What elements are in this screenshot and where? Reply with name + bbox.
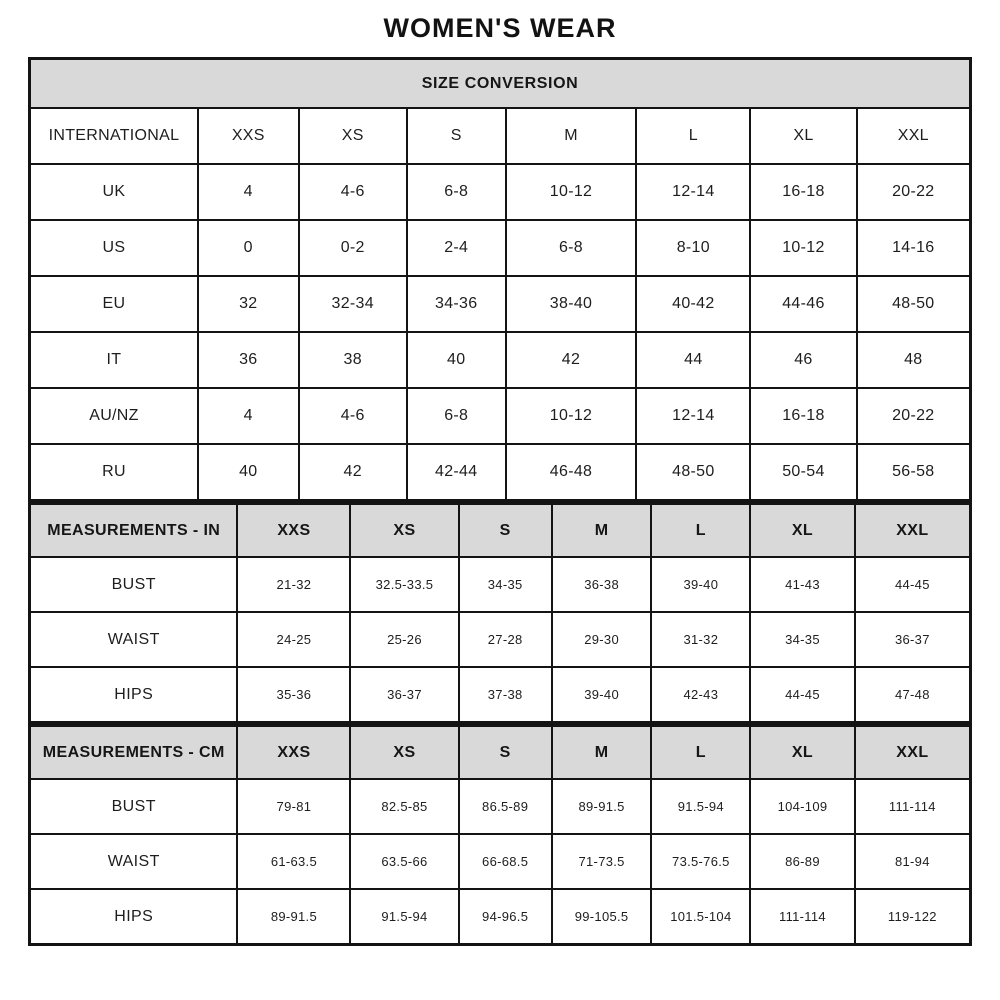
size-value-cell: 10-12 bbox=[506, 388, 637, 444]
size-column-header-xl: XL bbox=[750, 504, 854, 558]
region-label-uk: UK bbox=[30, 164, 198, 220]
size-value-cell: 4-6 bbox=[299, 164, 407, 220]
size-column-header-s: S bbox=[459, 504, 552, 558]
measurement-value-cell: 81-94 bbox=[855, 834, 971, 889]
measurement-value-cell: 42-43 bbox=[651, 667, 750, 723]
region-label-it: IT bbox=[30, 332, 198, 388]
table-row bbox=[30, 220, 971, 276]
measurement-value-cell: 94-96.5 bbox=[459, 889, 552, 945]
measurement-value-cell: 111-114 bbox=[855, 779, 971, 834]
measurement-value-cell: 37-38 bbox=[459, 667, 552, 723]
measurement-value-cell: 91.5-94 bbox=[350, 889, 458, 945]
measurement-value-cell: 27-28 bbox=[459, 612, 552, 667]
measurement-value-cell: 82.5-85 bbox=[350, 779, 458, 834]
measurement-value-cell: 44-45 bbox=[750, 667, 854, 723]
measurement-value-cell: 24-25 bbox=[237, 612, 350, 667]
table-row bbox=[30, 276, 971, 332]
region-label-ru: RU bbox=[30, 444, 198, 501]
size-value-cell: 0-2 bbox=[299, 220, 407, 276]
size-value-cell: 14-16 bbox=[857, 220, 971, 276]
size-value-cell: 40 bbox=[407, 332, 506, 388]
size-column-header-xxs: XXS bbox=[237, 726, 350, 780]
measurements-cm-header: MEASUREMENTS - CM bbox=[30, 726, 238, 780]
size-value-cell: 16-18 bbox=[750, 388, 856, 444]
size-value-cell: 20-22 bbox=[857, 164, 971, 220]
table-row bbox=[30, 504, 971, 558]
size-value-cell: 56-58 bbox=[857, 444, 971, 501]
measurements-cm-table bbox=[28, 724, 972, 946]
size-value-cell: 40 bbox=[198, 444, 299, 501]
measurement-value-cell: 41-43 bbox=[750, 557, 854, 612]
size-value-cell: 4 bbox=[198, 164, 299, 220]
measurement-label-bust: BUST bbox=[30, 779, 238, 834]
column-header-m: M bbox=[506, 108, 637, 164]
size-value-cell: 48-50 bbox=[636, 444, 750, 501]
table-row bbox=[30, 667, 971, 723]
size-column-header-m: M bbox=[552, 726, 652, 780]
size-value-cell: 48-50 bbox=[857, 276, 971, 332]
measurement-value-cell: 32.5-33.5 bbox=[350, 557, 458, 612]
region-label-aunz: AU/NZ bbox=[30, 388, 198, 444]
size-column-header-s: S bbox=[459, 726, 552, 780]
size-value-cell: 4 bbox=[198, 388, 299, 444]
measurements-in-header: MEASUREMENTS - IN bbox=[30, 504, 238, 558]
measurement-value-cell: 61-63.5 bbox=[237, 834, 350, 889]
size-column-header-m: M bbox=[552, 504, 652, 558]
size-value-cell: 6-8 bbox=[506, 220, 637, 276]
size-column-header-l: L bbox=[651, 504, 750, 558]
measurement-value-cell: 111-114 bbox=[750, 889, 854, 945]
measurement-value-cell: 101.5-104 bbox=[651, 889, 750, 945]
size-column-header-xs: XS bbox=[350, 726, 458, 780]
measurement-value-cell: 21-32 bbox=[237, 557, 350, 612]
measurement-value-cell: 86-89 bbox=[750, 834, 854, 889]
size-conversion-table bbox=[28, 57, 972, 502]
measurement-value-cell: 63.5-66 bbox=[350, 834, 458, 889]
table-row bbox=[30, 889, 971, 945]
size-value-cell: 44 bbox=[636, 332, 750, 388]
table-row bbox=[30, 59, 971, 109]
table-row bbox=[30, 779, 971, 834]
measurement-value-cell: 119-122 bbox=[855, 889, 971, 945]
measurement-label-waist: WAIST bbox=[30, 612, 238, 667]
column-header-l: L bbox=[636, 108, 750, 164]
measurement-value-cell: 66-68.5 bbox=[459, 834, 552, 889]
measurements-in-table bbox=[28, 502, 972, 724]
size-value-cell: 2-4 bbox=[407, 220, 506, 276]
measurement-label-waist: WAIST bbox=[30, 834, 238, 889]
measurement-value-cell: 99-105.5 bbox=[552, 889, 652, 945]
measurement-value-cell: 47-48 bbox=[855, 667, 971, 723]
measurement-value-cell: 25-26 bbox=[350, 612, 458, 667]
size-column-header-xxs: XXS bbox=[237, 504, 350, 558]
measurement-value-cell: 71-73.5 bbox=[552, 834, 652, 889]
size-value-cell: 42 bbox=[299, 444, 407, 501]
measurement-value-cell: 34-35 bbox=[459, 557, 552, 612]
table-row bbox=[30, 332, 971, 388]
size-value-cell: 6-8 bbox=[407, 388, 506, 444]
measurement-value-cell: 35-36 bbox=[237, 667, 350, 723]
measurement-value-cell: 44-45 bbox=[855, 557, 971, 612]
column-header-xxs: XXS bbox=[198, 108, 299, 164]
size-value-cell: 38-40 bbox=[506, 276, 637, 332]
column-header-s: S bbox=[407, 108, 506, 164]
column-header-xl: XL bbox=[750, 108, 856, 164]
size-value-cell: 12-14 bbox=[636, 388, 750, 444]
measurement-label-bust: BUST bbox=[30, 557, 238, 612]
page-title: WOMEN'S WEAR bbox=[383, 13, 617, 43]
measurement-value-cell: 34-35 bbox=[750, 612, 854, 667]
size-value-cell: 38 bbox=[299, 332, 407, 388]
measurement-value-cell: 36-38 bbox=[552, 557, 652, 612]
measurement-value-cell: 104-109 bbox=[750, 779, 854, 834]
region-label-us: US bbox=[30, 220, 198, 276]
measurement-label-hips: HIPS bbox=[30, 889, 238, 945]
size-value-cell: 4-6 bbox=[299, 388, 407, 444]
size-column-header-xs: XS bbox=[350, 504, 458, 558]
size-value-cell: 42-44 bbox=[407, 444, 506, 501]
size-value-cell: 48 bbox=[857, 332, 971, 388]
size-value-cell: 6-8 bbox=[407, 164, 506, 220]
size-value-cell: 34-36 bbox=[407, 276, 506, 332]
size-value-cell: 10-12 bbox=[506, 164, 637, 220]
measurement-value-cell: 86.5-89 bbox=[459, 779, 552, 834]
size-value-cell: 50-54 bbox=[750, 444, 856, 501]
measurement-value-cell: 73.5-76.5 bbox=[651, 834, 750, 889]
measurement-label-hips: HIPS bbox=[30, 667, 238, 723]
column-header-xxl: XXL bbox=[857, 108, 971, 164]
size-conversion-header: SIZE CONVERSION bbox=[30, 59, 971, 109]
table-row bbox=[30, 612, 971, 667]
measurement-value-cell: 91.5-94 bbox=[651, 779, 750, 834]
measurement-value-cell: 79-81 bbox=[237, 779, 350, 834]
table-row bbox=[30, 164, 971, 220]
measurement-value-cell: 89-91.5 bbox=[552, 779, 652, 834]
region-label-eu: EU bbox=[30, 276, 198, 332]
size-value-cell: 40-42 bbox=[636, 276, 750, 332]
size-value-cell: 42 bbox=[506, 332, 637, 388]
table-row bbox=[30, 557, 971, 612]
size-column-header-xxl: XXL bbox=[855, 726, 971, 780]
size-value-cell: 0 bbox=[198, 220, 299, 276]
size-column-header-l: L bbox=[651, 726, 750, 780]
size-value-cell: 32-34 bbox=[299, 276, 407, 332]
table-row bbox=[30, 444, 971, 501]
size-value-cell: 8-10 bbox=[636, 220, 750, 276]
size-value-cell: 16-18 bbox=[750, 164, 856, 220]
size-value-cell: 46-48 bbox=[506, 444, 637, 501]
measurement-value-cell: 36-37 bbox=[350, 667, 458, 723]
size-value-cell: 32 bbox=[198, 276, 299, 332]
size-value-cell: 44-46 bbox=[750, 276, 856, 332]
table-row bbox=[30, 726, 971, 780]
table-row bbox=[30, 108, 971, 164]
size-column-header-xl: XL bbox=[750, 726, 854, 780]
size-value-cell: 10-12 bbox=[750, 220, 856, 276]
measurement-value-cell: 31-32 bbox=[651, 612, 750, 667]
measurement-value-cell: 39-40 bbox=[651, 557, 750, 612]
size-value-cell: 12-14 bbox=[636, 164, 750, 220]
measurement-value-cell: 89-91.5 bbox=[237, 889, 350, 945]
size-value-cell: 36 bbox=[198, 332, 299, 388]
size-value-cell: 46 bbox=[750, 332, 856, 388]
measurement-value-cell: 39-40 bbox=[552, 667, 652, 723]
size-value-cell: 20-22 bbox=[857, 388, 971, 444]
table-row bbox=[30, 388, 971, 444]
measurement-value-cell: 29-30 bbox=[552, 612, 652, 667]
size-column-header-xxl: XXL bbox=[855, 504, 971, 558]
column-header-international: INTERNATIONAL bbox=[30, 108, 198, 164]
measurement-value-cell: 36-37 bbox=[855, 612, 971, 667]
table-row bbox=[30, 834, 971, 889]
column-header-xs: XS bbox=[299, 108, 407, 164]
